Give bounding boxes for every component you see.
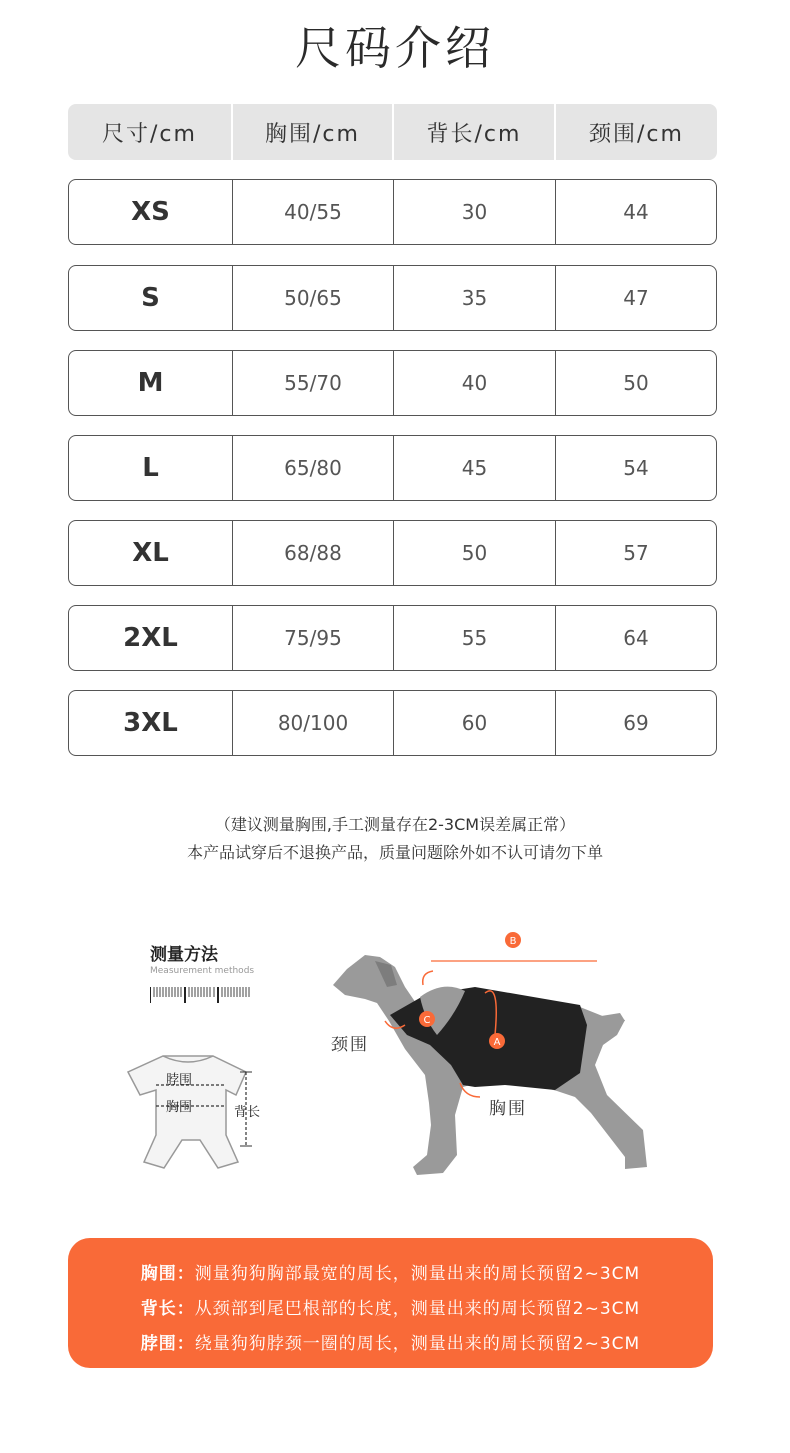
- row-neck: 64: [555, 606, 716, 670]
- garment-diagram-icon: [118, 1050, 288, 1175]
- shirt-chest-label: 胸围: [166, 1100, 193, 1115]
- row-neck: 44: [555, 180, 716, 244]
- table-row: [68, 605, 717, 671]
- info-key: 胸围：: [140, 1264, 195, 1284]
- shirt-neck-label: 脖围: [166, 1073, 193, 1088]
- row-neck: 47: [555, 266, 716, 330]
- row-neck: 54: [555, 436, 716, 500]
- row-chest: 65/80: [232, 436, 393, 500]
- info-line-back: [68, 1289, 713, 1324]
- info-key: 背长：: [140, 1299, 195, 1319]
- header-neck: 颈围/cm: [554, 104, 717, 160]
- row-chest: 50/65: [232, 266, 393, 330]
- row-back: 35: [393, 266, 555, 330]
- measurement-info-box: [68, 1238, 713, 1368]
- method-subtitle: Measurement methods: [150, 966, 255, 976]
- marker-a: A: [493, 1037, 501, 1048]
- table-row: [68, 520, 717, 586]
- row-size: 3XL: [123, 708, 178, 738]
- row-size: XS: [131, 197, 170, 227]
- size-table-header: [68, 104, 717, 160]
- row-size: S: [141, 283, 160, 313]
- row-size: L: [142, 453, 159, 483]
- row-chest: 80/100: [232, 691, 393, 755]
- marker-c: C: [423, 1015, 431, 1026]
- page-title: 尺码介绍: [295, 21, 495, 75]
- dog-neck-label: 颈围: [331, 1035, 369, 1055]
- table-row: [68, 179, 717, 245]
- table-row: [68, 690, 717, 756]
- header-back: 背长/cm: [392, 104, 554, 160]
- row-size: XL: [132, 538, 169, 568]
- row-chest: 75/95: [232, 606, 393, 670]
- row-back: 50: [393, 521, 555, 585]
- shirt-back-label: 背长: [234, 1105, 261, 1120]
- method-title: 测量方法: [150, 945, 218, 965]
- row-chest: 68/88: [232, 521, 393, 585]
- header-size: 尺寸/cm: [102, 121, 197, 147]
- dog-harness-diagram-icon: [325, 925, 660, 1185]
- info-text: 测量狗狗胸部最宽的周长，测量出来的周长预留2~3CM: [194, 1264, 641, 1284]
- info-text: 从颈部到尾巴根部的长度，测量出来的周长预留2~3CM: [194, 1299, 641, 1319]
- info-text: 绕量狗狗脖颈一圈的周长，测量出来的周长预留2~3CM: [194, 1334, 641, 1354]
- info-line-neck: [68, 1324, 713, 1359]
- row-back: 55: [393, 606, 555, 670]
- row-size: 2XL: [123, 623, 178, 653]
- ruler-icon: [150, 985, 250, 1005]
- table-row: [68, 435, 717, 501]
- row-back: 40: [393, 351, 555, 415]
- table-row: [68, 265, 717, 331]
- row-neck: 57: [555, 521, 716, 585]
- row-chest: 40/55: [232, 180, 393, 244]
- row-back: 45: [393, 436, 555, 500]
- info-line-chest: [68, 1254, 713, 1289]
- row-neck: 50: [555, 351, 716, 415]
- row-back: 60: [393, 691, 555, 755]
- info-key: 脖围：: [140, 1334, 195, 1354]
- row-back: 30: [393, 180, 555, 244]
- row-neck: 69: [555, 691, 716, 755]
- row-size: M: [137, 368, 164, 398]
- row-chest: 55/70: [232, 351, 393, 415]
- measurement-note: （建议测量胸围,手工测量存在2-3CM误差属正常）: [214, 815, 576, 834]
- table-row: [68, 350, 717, 416]
- header-chest: 胸围/cm: [231, 104, 392, 160]
- return-policy-note: 本产品试穿后不退换产品，质量问题除外如不认可请勿下单: [186, 843, 603, 862]
- marker-b: B: [509, 936, 517, 947]
- dog-chest-label: 胸围: [489, 1099, 527, 1119]
